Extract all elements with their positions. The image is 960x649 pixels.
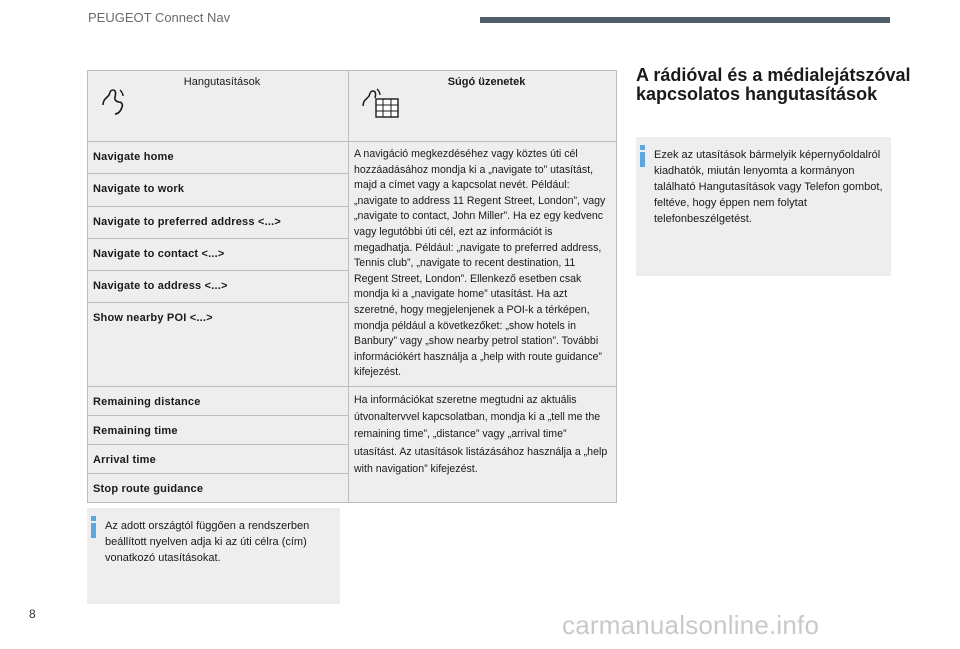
help-text-cell xyxy=(349,386,617,502)
table-row xyxy=(88,415,349,444)
voice-command-table xyxy=(87,70,617,503)
command-label: Show nearby POI <...> xyxy=(93,312,213,325)
watermark: carmanualsonline.info xyxy=(562,610,820,640)
voice-commands-label: Hangutasítások xyxy=(183,76,261,88)
info-icon xyxy=(91,516,97,538)
voice-commands-header xyxy=(88,71,349,142)
command-label: Stop route guidance xyxy=(93,482,204,495)
table-row xyxy=(88,206,349,238)
command-label: Navigate to work xyxy=(93,183,185,196)
help-message-icon xyxy=(361,86,401,125)
info-note-language xyxy=(87,508,340,604)
table-row xyxy=(88,444,349,473)
table-row xyxy=(88,271,349,303)
table-row xyxy=(88,386,349,415)
command-label: Navigate to contact <...> xyxy=(93,247,225,260)
command-label: Navigate to preferred address <...> xyxy=(93,215,281,228)
table-row xyxy=(88,303,349,387)
command-label: Remaining time xyxy=(93,424,178,437)
info-note-text: Ezek az utasítások bármelyik képernyőoldalról kiadhatók, miután lenyomta a kormányon található Hangutasítások vagy Telefon gombot, feltéve, hogy éppen nem folytat telefonbeszélgetést. xyxy=(654,149,883,225)
voice-command-icon xyxy=(100,86,126,121)
table-row xyxy=(88,174,349,206)
info-note-text: Az adott országtól függően a rendszerben beállított nyelven adja ki az úti célra (cím) vonatkozó utasításokat. xyxy=(105,520,310,564)
table-row xyxy=(88,142,349,174)
command-label: Remaining distance xyxy=(93,395,201,408)
command-label: Navigate home xyxy=(93,151,174,163)
info-note-commands xyxy=(636,137,891,276)
info-icon xyxy=(640,145,646,167)
header-bar xyxy=(480,17,890,23)
header-title: PEUGEOT Connect Nav xyxy=(88,10,231,25)
help-messages-label: Súgó üzenetek xyxy=(447,76,526,88)
page-number: 8 xyxy=(29,607,36,621)
command-label: Arrival time xyxy=(93,453,156,466)
help-text-navigation: A navigáció megkezdéséhez vagy köztes úti cél hozzáadásához mondja ki a „navigate to” utasítást, majd a címet vagy a kapcsolat nevét. Például: „navigate to address 11 Regent Street, London”, vagy „navigate to contact, John Miller”. Ha ez egy kedvenc vagy legutóbbi úti cél, ezt az információt is megadhatja. Például: „navigate to preferred address, Tennis club”, „navigate to recent destination, 11 Regent Street, London”. Ellenkező esetben csak mondja ki a „navigate home” utasítást. Ha azt szeretné, hogy megjelenjenek a POI-k a térképen, mondja például a következőket: „show hotels in Banbury” vagy „show nearby petrol station”. További információkért használja a „help with route guidance” kifejezést. xyxy=(354,148,606,379)
help-text-route: Ha információkat szeretne megtudni az aktuális útvonaltervvel kapcsolatban, mondja ki a „tell me the remaining time”, „distance” vagy „arrival time” utasítást. Az utasítások listázásához használja a „help with navigation” kifejezést. xyxy=(354,393,608,475)
section-heading: A rádióval és a médialejátszóval kapcsolatos hangutasítások xyxy=(636,65,911,104)
help-text-cell xyxy=(349,142,617,387)
table-row xyxy=(88,238,349,270)
help-messages-header xyxy=(349,71,617,142)
command-label: Navigate to address <...> xyxy=(93,280,228,293)
table-row xyxy=(88,473,349,502)
